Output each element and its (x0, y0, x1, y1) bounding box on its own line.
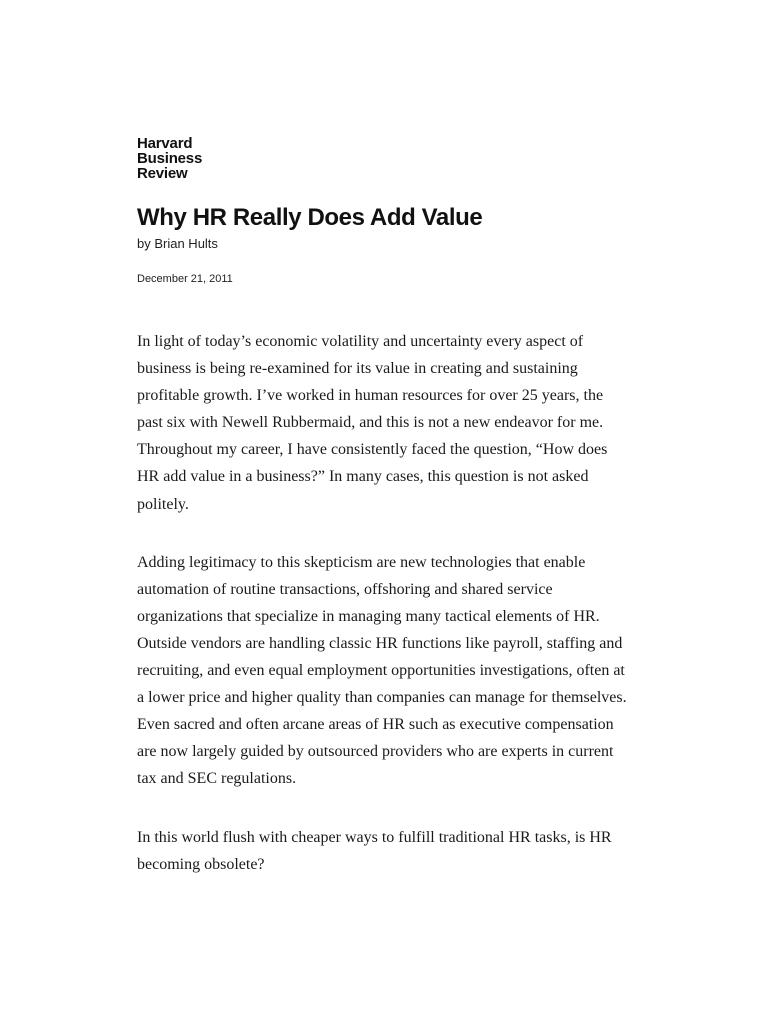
article-date: December 21, 2011 (137, 273, 233, 285)
article-paragraph: In this world flush with cheaper ways to fulfill traditional HR tasks, is HR becoming obsolete? (137, 828, 612, 873)
article-page (137, 136, 637, 909)
article-body (137, 328, 637, 878)
hbr-logo (137, 136, 637, 181)
logo-line-harvard: Harvard (137, 135, 193, 152)
logo-line-business: Business (137, 150, 203, 167)
article-paragraph: Adding legitimacy to this skepticism are new technologies that enable automation of routine transactions, offshoring and shared service organizations that specialize in managing many tactical elements of HR. Outside vendors are handling classic HR functions like payroll, staffing and recruiting, and even equal employment opportunities investigations, often at a lower price and higher quality than companies can manage for themselves. Even sacred and often arcane areas of HR such as executive compensation are now largely guided by outsourced providers who are experts in current tax and SEC regulations. (137, 553, 627, 788)
article-title: Why HR Really Does Add Value (137, 204, 483, 231)
article-byline: by Brian Hults (137, 236, 218, 251)
logo-line-review: Review (137, 165, 188, 182)
article-paragraph: In light of today’s economic volatility and uncertainty every aspect of business is being re-examined for its value in creating and sustaining profitable growth. I’ve worked in human resources for over 25 years, the past six with Newell Rubbermaid, and this is not a new endeavor for me. Throughout my career, I have consistently faced the question, “How does HR add value in a business?” In many cases, this question is not asked politely. (137, 333, 608, 513)
